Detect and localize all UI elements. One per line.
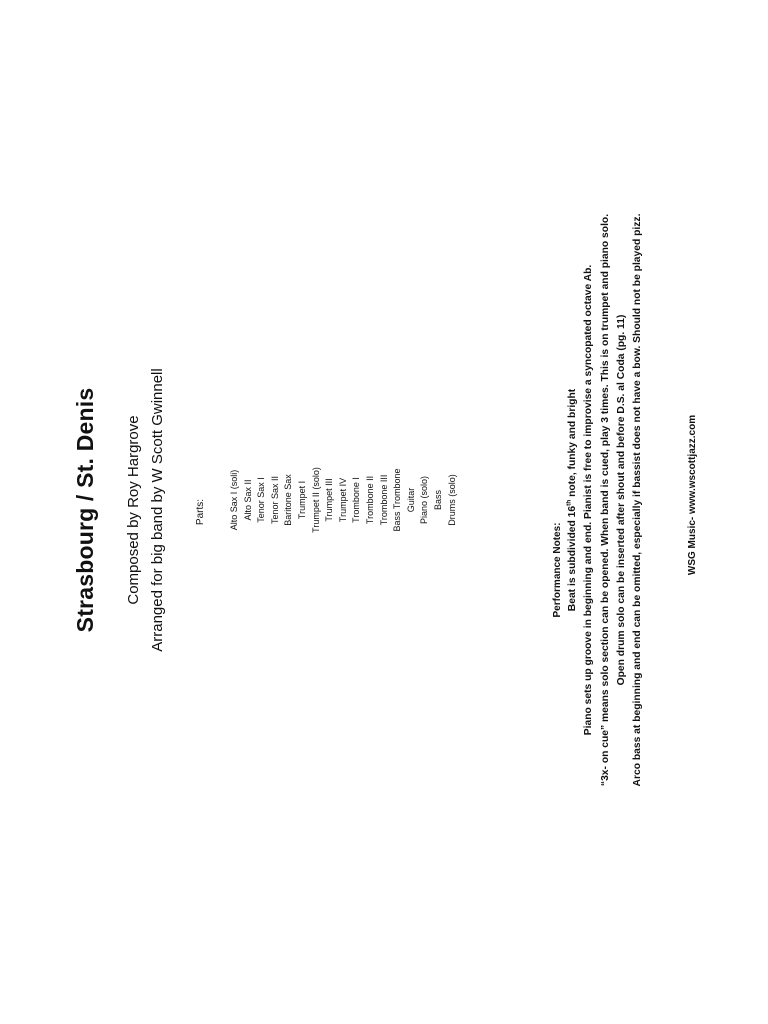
performance-note-beat: [565, 150, 581, 850]
parts-heading: Parts:: [195, 498, 206, 526]
part-item: Trombone I: [351, 477, 362, 523]
part-item: Baritone Sax: [283, 474, 294, 526]
part-item: Bass Trombone: [392, 468, 403, 532]
parts-list: [228, 380, 459, 620]
part-item: Bass: [432, 490, 443, 511]
part-item: Guitar: [405, 487, 416, 513]
part-item: Trumpet II (solo): [310, 467, 321, 533]
part-item: Piano (solo): [419, 475, 430, 525]
composer-line: Composed by Roy Hargrove: [125, 415, 142, 605]
part-item: Tenor Sax II: [269, 475, 280, 525]
part-item: Trumpet I: [296, 480, 307, 520]
performance-note: Open drum solo can be inserted after shout and before D.S. al Coda (pg. 11): [615, 314, 627, 686]
part-item: Trombone II: [364, 475, 375, 525]
footer-publisher: WSG Music- www.wscottjazz.com: [687, 414, 698, 576]
arranger-line: Arranged for big band by W Scott Gwinnell: [149, 368, 166, 652]
performance-note: Piano sets up groove in beginning and end. Pianist is free to improvise a syncopated octave Ab.: [583, 264, 595, 736]
performance-notes-heading: Performance Notes:: [552, 522, 563, 618]
part-item: Alto Sax I (soli): [229, 469, 239, 531]
performance-note: Arco bass at beginning and end can be omitted, especially if bassist does not have a bow. Should not be played pizz.: [632, 213, 644, 787]
beat-suffix: note, funky and bright: [567, 388, 578, 500]
performance-notes-list: [565, 150, 646, 850]
beat-prefix: Beat is subdivided 16: [567, 505, 578, 612]
page-title: Strasbourg / St. Denis: [72, 387, 98, 633]
part-item: Alto Sax II: [242, 479, 253, 521]
performance-note: “3x- on cue” means solo section can be opened. When band is cued, play 3 times. This is on trumpet and piano solo.: [599, 213, 611, 787]
part-item: Trumpet III: [324, 478, 335, 522]
part-item: Drums (solo): [446, 474, 457, 526]
part-item: Trombone III: [378, 474, 389, 526]
part-item: Tenor Sax I: [256, 477, 267, 523]
part-item: Trumpet IV: [337, 477, 348, 523]
beat-superscript: th: [565, 499, 573, 506]
